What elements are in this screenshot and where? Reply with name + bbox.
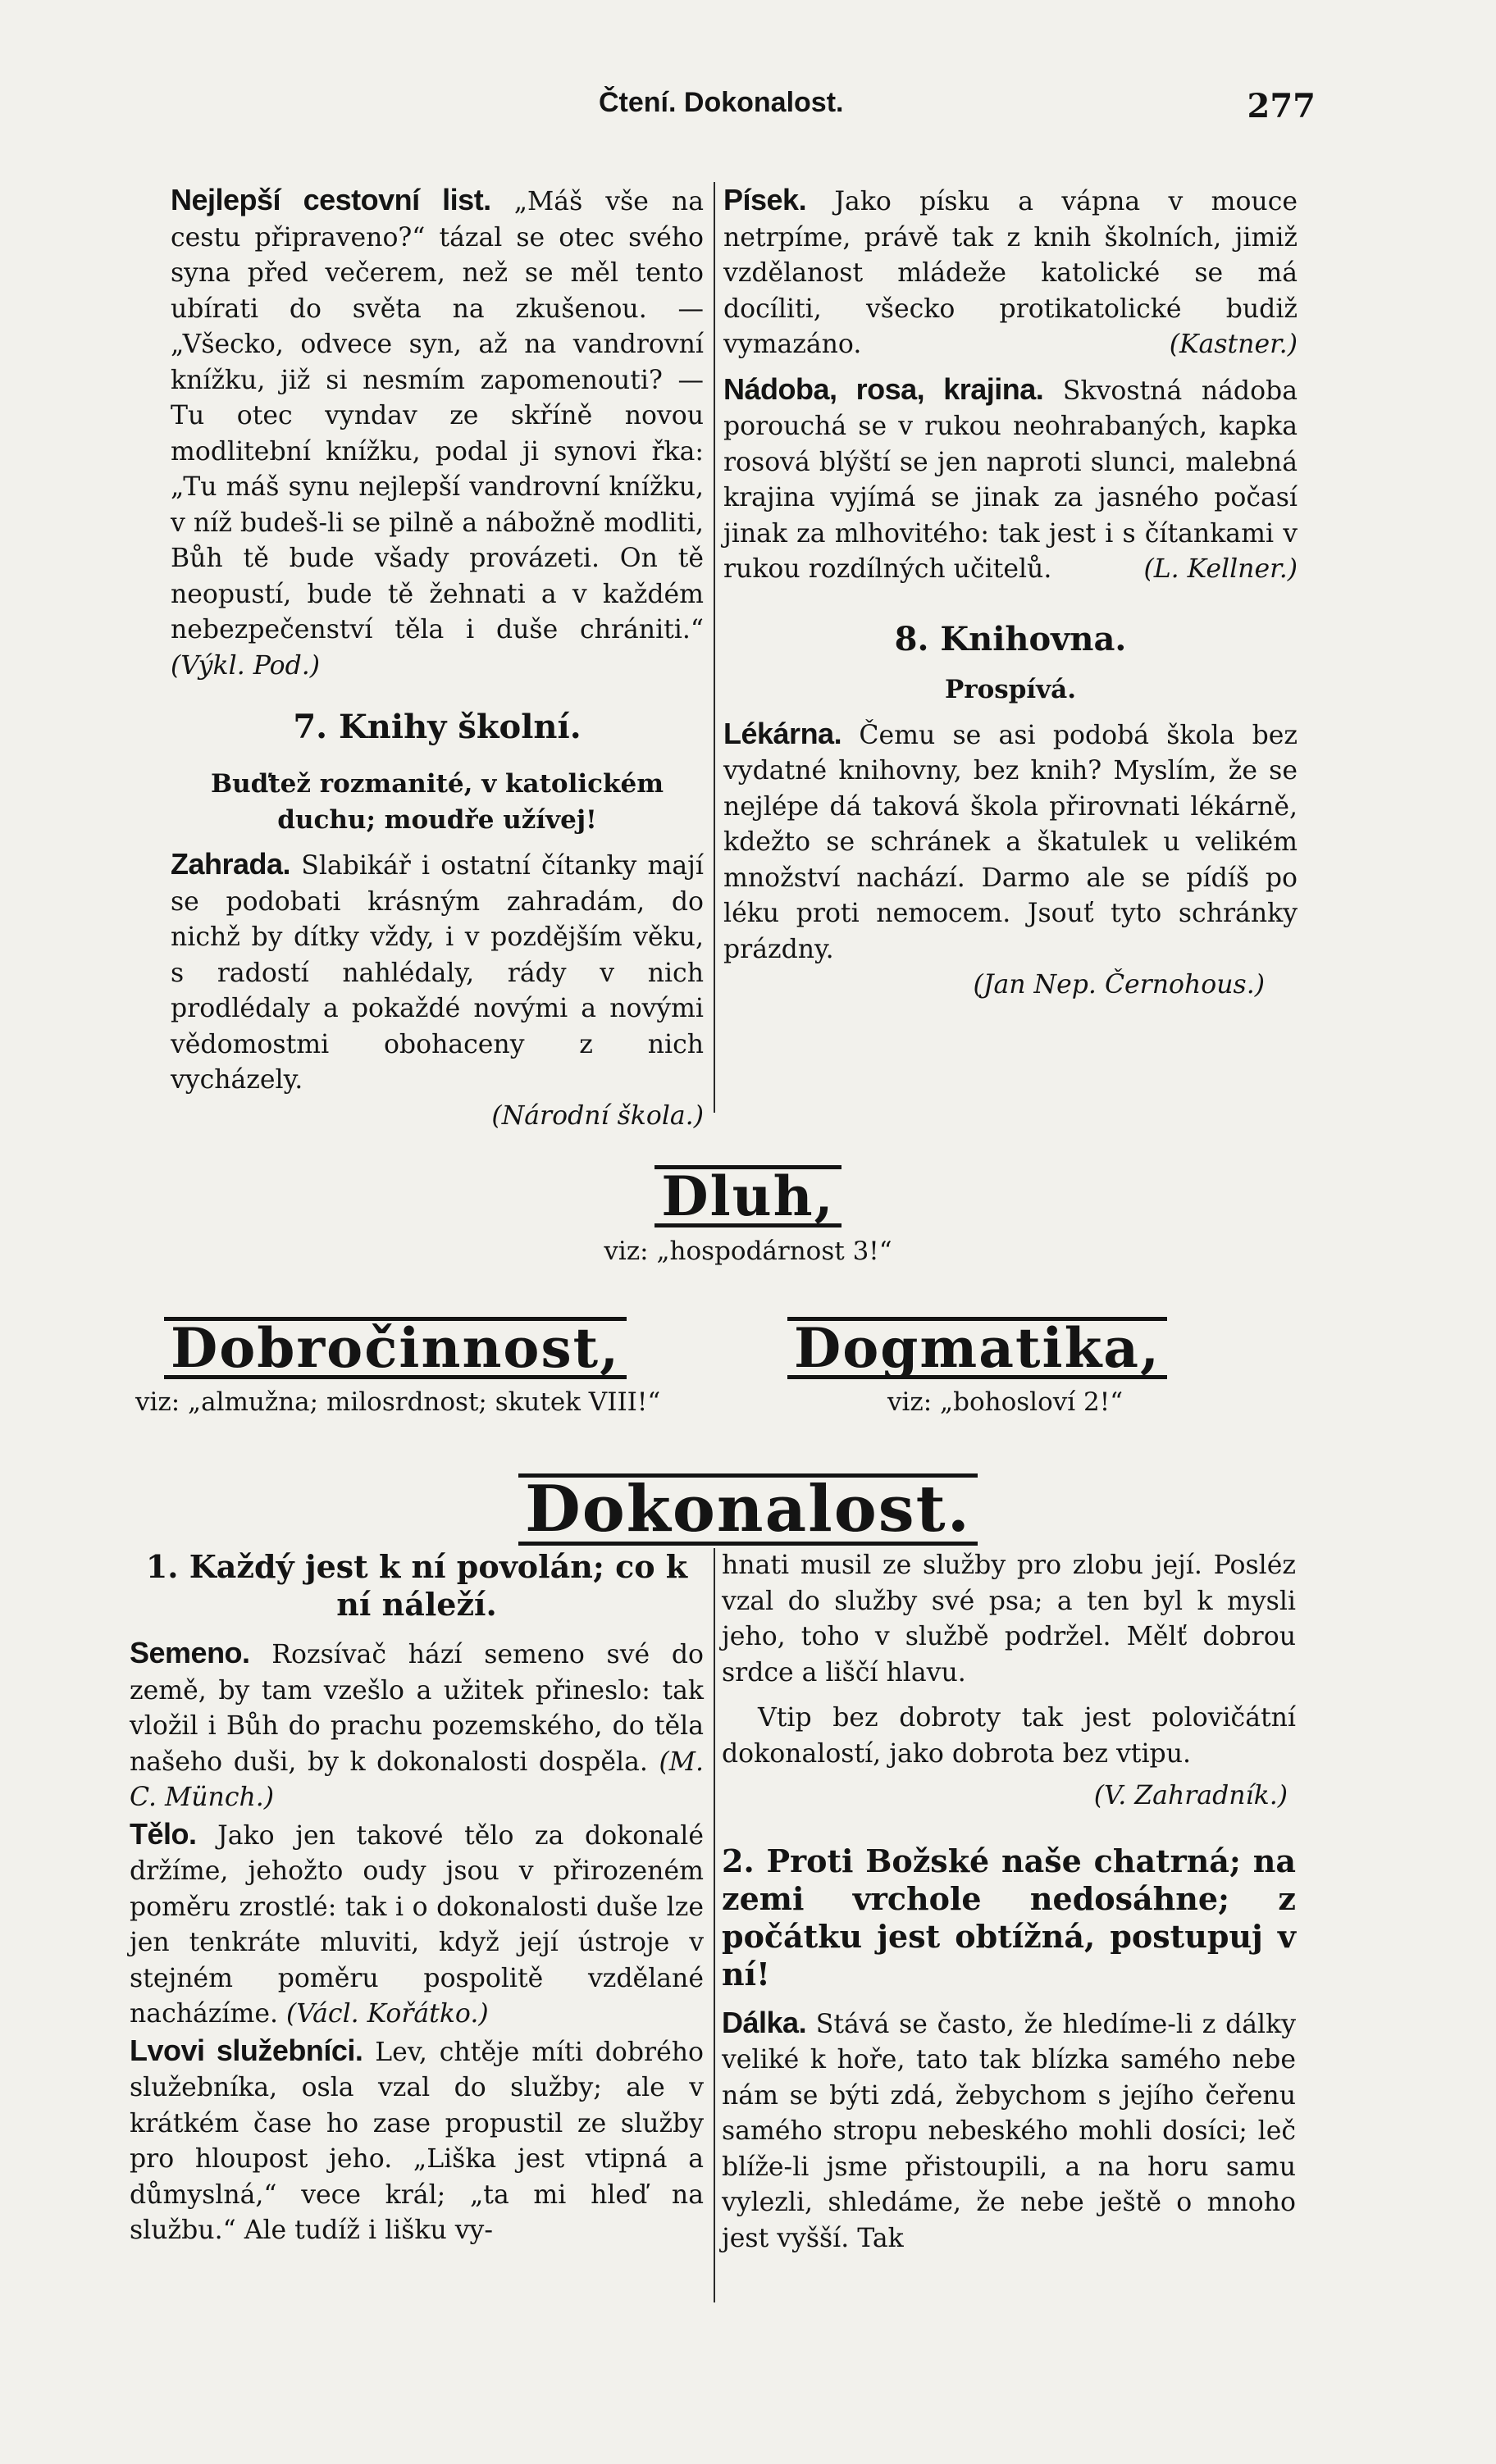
entry-text: Stává se často, že hledíme-li z dálky veliké k hoře, tato tak blízka samého nebe nám se býti zdá, žebychom s jejího čeřenu samého stropu nebeského mohli dosíci; leč blíže-li jsme přistoupili, a na horu samu vylezli, shledáme, že nebe ještě o mnoho jest vyšší. Tak: [722, 2009, 1296, 2253]
maxim: Vtip bez dobroty tak jest polovičátní dokonalostí, jako dobrota bez vtipu.: [722, 1703, 1296, 1769]
entry-source: (Václ. Kořátko.): [286, 1999, 489, 2029]
entry-source: (Kastner.): [1169, 330, 1298, 359]
right-top-column: [723, 182, 1298, 1004]
section-motto: Prospívá.: [944, 674, 1077, 704]
entry-source: (L. Kellner.): [1143, 554, 1298, 584]
entry-semeno: [130, 1635, 704, 1816]
entry-nadoba-rosa-krajina: [723, 371, 1298, 588]
entry-text: Rozsívač hází semeno své do země, by tam vzešlo a užitek přineslo: tak vložil i Bůh do prachu pozemského, do těla našeho duši, by k dokonalosti dospěla.: [130, 1640, 705, 1777]
entry-telo: [130, 1816, 704, 2033]
column-divider: [714, 182, 715, 1113]
entry-keyword: Zahrada.: [171, 847, 291, 881]
heading-dobrocinnost: Dobročinnost,: [164, 1316, 627, 1380]
section-title-knihovna: 8. Knihovna.: [894, 619, 1127, 658]
entry-keyword: Lvovi služebníci.: [130, 2033, 363, 2067]
entry-text: Skvostná nádoba porouchá se v rukou neohrabaných, kapka rosová blýští se jen naproti slunci, malebná krajina vyjímá se jinak za jasného počasí jinak za mlhovitého: tak jest i s čítankami v rukou rozdílných učitelů.: [723, 376, 1298, 584]
left-bottom-column: [130, 1548, 704, 2249]
cross-reference-dobrocinnost: viz: „almužna; milosrdnost; skutek VIII!“: [135, 1387, 661, 1417]
entry-keyword: Semeno.: [130, 1636, 250, 1669]
entry-keyword: Lékárna.: [723, 716, 842, 750]
entry-keyword: Tělo.: [130, 1816, 197, 1851]
cross-reference-dogmatika: viz: „bohosloví 2!“: [887, 1387, 1124, 1417]
maxim-source: (V. Zahradník.): [1093, 1781, 1288, 1810]
heading-dokonalost: Dokonalost.: [0, 1472, 1496, 1546]
column-divider: [714, 1548, 715, 2302]
entry-text: Slabikář i ostatní čítanky mají se podobati krásným zahradám, do nichž by dítky vždy, i v pozdějším věku, s radostí nahlédaly, rády v nich prodlédaly a pokaždé novými a novými vědomostmi obohaceny z nich vycházely.: [171, 851, 705, 1095]
entry-text: Jako písku a vápna v mouce netrpíme, právě tak z knih školních, jimiž vzdělanost mládeže katolické se má docíliti, všecko protikatolické budiž vymazáno.: [723, 187, 1298, 359]
entry-text: Jako jen takové tělo za dokonalé držíme, jehožto oudy jsou v přirozeném poměru zrostlé: tak i o dokonalosti duše lze jen tenkráte mluviti, když její ústroje v stejném poměru pospolitě vzdělané nacházíme.: [130, 1820, 705, 2029]
section-title-proti-bozske: 2. Proti Božské naše chatrná; na zemi vrchole nedosáhne; z počátku jest obtížná, postupuj v ní!: [722, 1842, 1296, 1993]
entry-text: Čemu se asi podobá škola bez vydatné knihovny, bez knih? Myslím, že se nejlépe dá taková škola přirovnati lékárně, kdežto se schránek a škatulek u velikém množství nachází. Darmo ale se pídíš po léku proti nemocem. Jsouť tyto schránky prázdny.: [723, 720, 1298, 964]
cross-reference-dluh: viz: „hospodárnost 3!“: [604, 1237, 892, 1266]
entry-nejlepsi-cestovni-list: [171, 182, 704, 684]
entry-keyword: Písek.: [723, 183, 807, 216]
entry-text: „Máš vše na cestu připraveno?“ tázal se otec svého syna před večerem, než se měl tento ubírati do světa na zkušenou. — „Všecko, odvece syn, až na vandrovní knížku, již si nesmím zapomenouti? — Tu otec vyndav ze skříně novou modlitební knížku, podal ji synovi řka: „Tu máš synu nejlepší vandrovní knížku, v níž budeš-li se pilně a nábožně modliti, Bůh tě bude všady provázeti. On tě neopustí, bude tě žehnati a v každém nebezpečenství těla i duše chrániti.“: [171, 187, 704, 644]
entry-dalka: [722, 2005, 1296, 2257]
heading-dogmatika: Dogmatika,: [787, 1316, 1167, 1380]
page-number: 277: [1247, 87, 1316, 125]
running-title: Čtení. Dokonalost.: [599, 87, 844, 118]
entry-pisek: [723, 182, 1298, 363]
entry-source: (M. C. Münch.): [130, 1747, 704, 1812]
section-title-kazdy-jest-k-ni-povolan: 1. Každý jest k ní povolán; co k ní náleží.: [145, 1548, 688, 1623]
entry-lekarna: [723, 716, 1298, 968]
entry-source: (Národní škola.): [491, 1100, 704, 1131]
entry-lvovi-sluzebnici: [130, 2033, 704, 2249]
section-motto: Buďtež rozmanité, v katolickém duchu; moudře užívej!: [210, 769, 664, 835]
left-top-column: [171, 182, 704, 1134]
entry-keyword: Nejlepší cestovní list.: [171, 183, 491, 216]
section-title-knihy-skolni: 7. Knihy školní.: [293, 708, 582, 746]
entry-source: (Výkl. Pod.): [171, 650, 321, 681]
entry-source: (Jan Nep. Černohous.): [973, 970, 1265, 1000]
right-bottom-column: [722, 1548, 1296, 2257]
running-head: [0, 82, 1496, 131]
entry-continuation: hnati musil ze služby pro zlobu její. Posléz vzal do služby své psa; a ten byl k mysli jeho, toho v službě podržel. Mělť dobrou srdce a liščí hlavu.: [722, 1551, 1296, 1687]
entry-keyword: Dálka.: [722, 2005, 807, 2039]
entry-zahrada: [171, 846, 704, 1099]
entry-keyword: Nádoba, rosa, krajina.: [723, 371, 1044, 406]
entry-text: Lev, chtěje míti dobrého služebníka, osla vzal do služby; ale v krátkém čase ho zase propustil ze služby pro hloupost jeho. „Liška jest vtipná a důmyslná,“ vece král; „ta mi hleď na službu.“ Ale tudíž i lišku vy-: [130, 2037, 704, 2245]
heading-dluh: Dluh,: [0, 1164, 1496, 1228]
